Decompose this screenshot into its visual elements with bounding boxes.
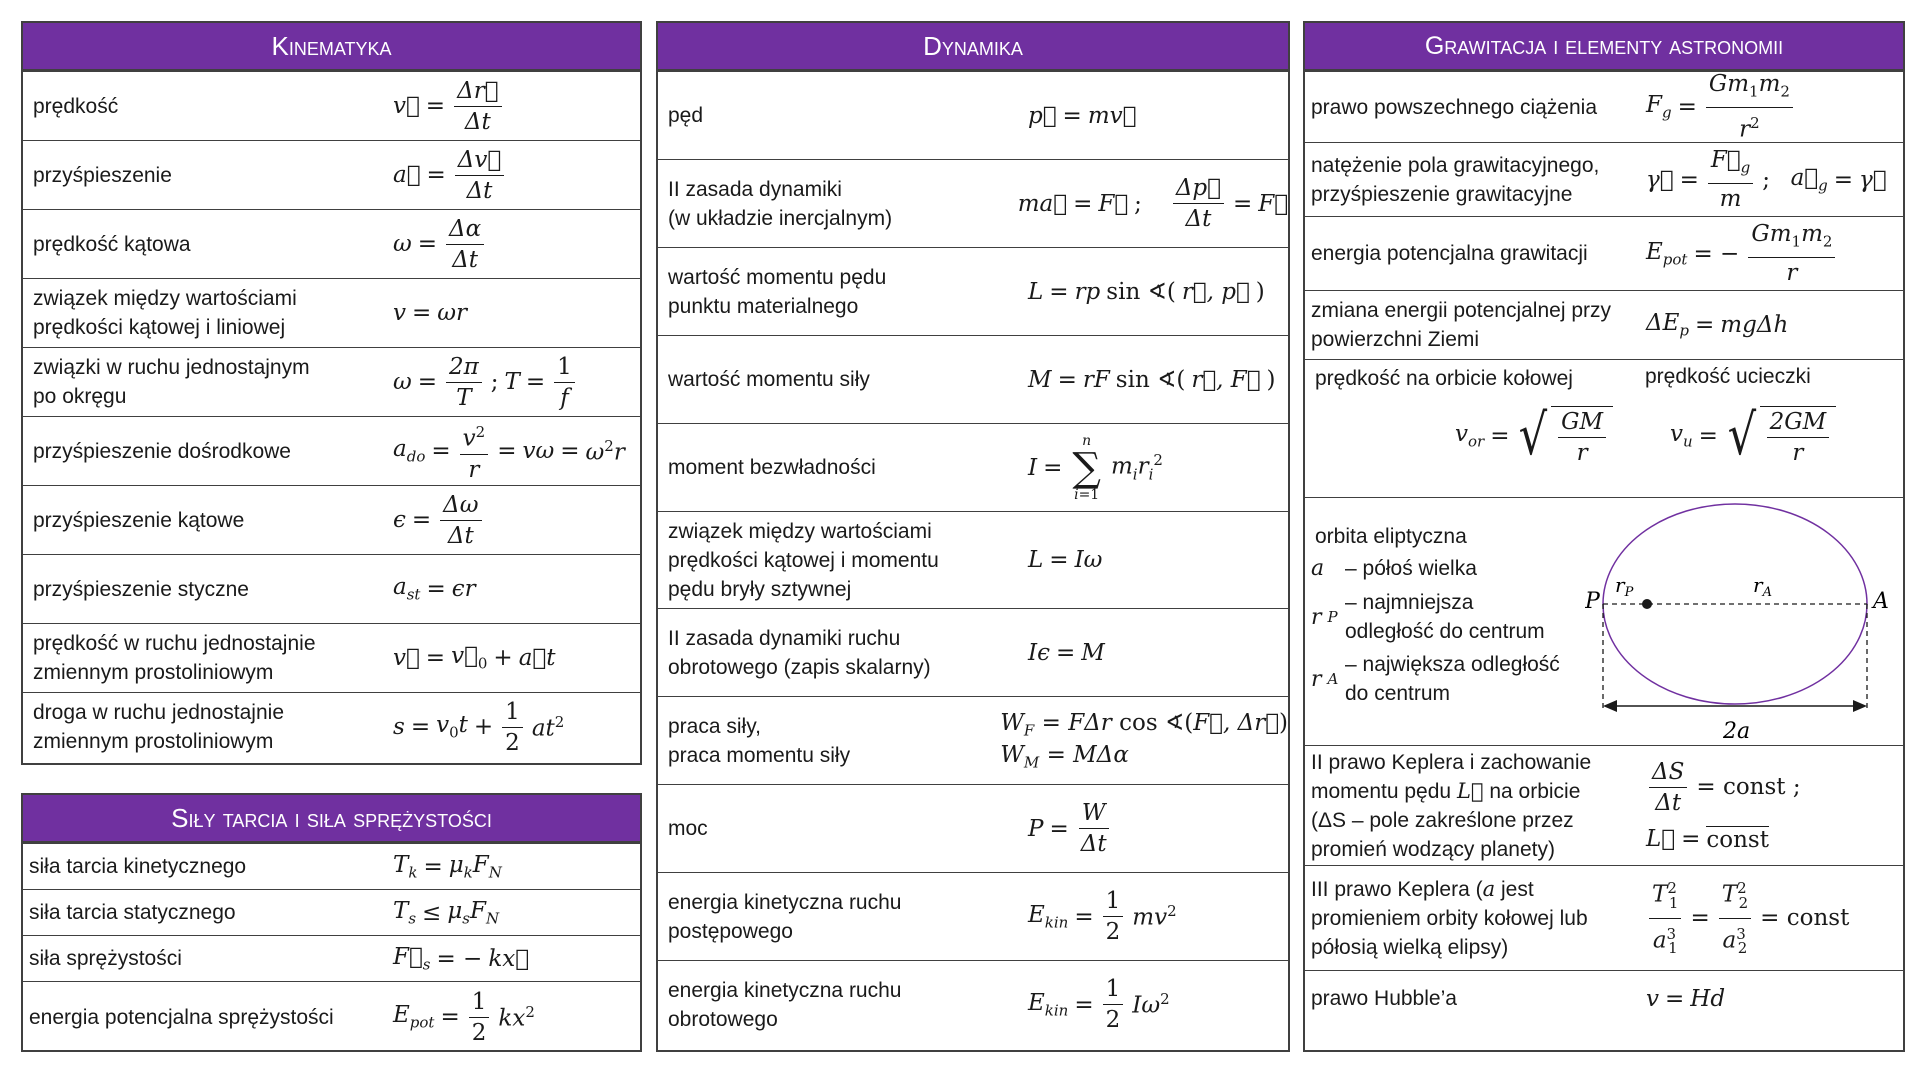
formula: v = ωr [393,300,468,326]
formula: $F_g$ = $\frac{Gm_1m_2}{r^2}$ [1646,71,1796,142]
row-label: prawo powszechnego ciążenia [1311,95,1598,119]
table-row [658,159,1288,247]
formula: $a_{do}$ = $\frac{v^2}{r}$ = vω = $\omega^2r$ [393,419,625,483]
formula: a⃗ = $\frac{\Delta v⃗}{\Delta t}$ [393,147,507,204]
formula: p⃗ = mv⃗ [1028,102,1137,129]
table-row [23,485,640,554]
formula: Iϵ = M [1028,639,1105,666]
ellipse-legend-rp: r P – najmniejsza odległość do centrum [1311,588,1545,646]
ellipse-diagram [1585,500,1903,744]
grawitacja-title: Grawitacja i elementy astronomii [1305,23,1903,71]
table-row [658,247,1288,335]
formula: $\frac{T^2_1}{a^3_1}$ = $\frac{T^2_2}{a^3_2}$ = const [1646,875,1849,961]
row-label: zmiana energii potencjalnej przy powierzchni Ziemi [1311,299,1611,351]
legend-text: – półoś wielka [1345,557,1477,580]
formula: ϵ = $\frac{\Delta\omega}{\Delta t}$ [393,492,485,549]
table-row [658,335,1288,423]
formula: $\Delta E_p$ = mgΔh [1646,310,1789,340]
formula: $\frac{\Delta S}{\Delta t}$ = const ; L⃗ = const [1646,758,1801,853]
formula: γ⃗ = $\frac{F⃗_g}{m}$ ; $a⃗_g$ = γ⃗ [1646,147,1887,212]
label-2a: 2a [1723,719,1751,744]
focus-point [1642,599,1652,609]
table-row [23,416,640,485]
row-label: prawo Hubble’a [1311,987,1457,1010]
formula: $E_{pot}$ = $\frac{1}{2}$ $kx^2$ [393,988,535,1046]
row-label: II zasada dynamiki ruchu obrotowego (zapis skalarny) [668,626,931,679]
row-label: przyśpieszenie kątowe [33,508,245,532]
formula: v⃗ = $\frac{\Delta r⃗}{\Delta t}$ [393,78,505,135]
table-row [658,423,1288,511]
table-row [1305,497,1903,745]
table-row [658,71,1288,159]
row-label: energia kinetyczna ruchu obrotowego [668,978,902,1031]
formula-escape-velocity: $v_u$ = √ $\frac{2GM}{r}$ [1670,406,1836,466]
row-label: prędkość w ruchu jednostajnie zmiennym prostoliniowym [33,632,316,684]
table-row [23,843,640,889]
row-label: praca siły, praca momentu siły [668,714,851,767]
table-row [1305,71,1903,142]
row-label: prędkość [33,94,119,118]
formula: P = $\frac{W}{\Delta t}$ [1028,800,1107,857]
table-row [23,981,640,1052]
sily-title: Siły tarcia i siła sprężystości [23,795,640,843]
row-label: siła tarcia statycznego [29,901,236,924]
row-label: wartość momentu pędu punktu materialnego [668,265,887,318]
table-row [23,278,640,347]
row-label: związki w ruchu jednostajnym po okręgu [33,356,310,408]
formula: s = $v_0t$ + $\frac{1}{2}$ $at^2$ [393,698,565,756]
table-row [658,608,1288,696]
table-row [658,872,1288,960]
table-row [23,623,640,692]
formula: $W_F = F\Delta r$ cos ∢(F⃗, Δr⃗) $W_M = M\Delta\alpha$ [1000,709,1288,772]
row-label: natężenie pola grawitacyjnego, przyśpieszenie grawitacyjne [1311,153,1600,206]
row-label: III prawo Keplera (a jest promieniem orbity kołowej lub półosią wielką elipsy) [1311,876,1588,959]
row-label: siła tarcia kinetycznego [29,855,247,878]
formula: $a_{st}$ = ϵr [393,574,476,604]
table-row [658,784,1288,872]
row-label: moment bezwładności [668,456,876,479]
formula: ω = $\frac{2\pi}{T}$ ; T = $\frac{1}{f}$ [393,354,578,411]
ellipse-legend-a: a – półoś wielka [1311,556,1477,581]
formula: M = rF sin ∢( r⃗, F⃗ ) [1028,366,1276,393]
row-label: przyśpieszenie dośrodkowe [33,439,291,463]
label-rP: $r_P$ [1615,573,1634,600]
kinematyka-title: Kinematyka [23,23,640,71]
table-row [23,209,640,278]
formula: v = Hd [1646,985,1726,1012]
table-row [1305,745,1903,865]
row-label: prędkość na orbicie kołowej [1315,367,1573,390]
table-row [1305,216,1903,290]
row-label: związek między wartościami prędkości kątowej i liniowej [33,287,297,339]
table-row [23,347,640,416]
table-row [1305,970,1903,1026]
arrowhead-right [1853,700,1867,712]
formula: $E_{kin}$ = $\frac{1}{2}$ $mv^2$ [1028,888,1177,945]
formula: L = Iω [1028,547,1103,573]
grawitacja-panel [1303,21,1905,1052]
row-label: przyśpieszenie [33,163,172,187]
sily-panel [21,793,642,1052]
label-A: A [1873,589,1889,614]
table-row [23,140,640,209]
row-label: siła sprężystości [29,947,182,970]
table-row [658,511,1288,608]
row-label: II prawo Keplera i zachowanie momentu pędu L⃗ na orbicie (ΔS – pole zakreślone przez promień wodzący planety) [1311,750,1592,861]
dynamika-title: Dynamika [658,23,1288,71]
row-label: pęd [668,104,704,127]
formula: I = n ∑ i=1 $m_ir_i^2$ [1028,432,1163,503]
label-rA: $r_A$ [1753,573,1772,600]
formula: $E_{kin}$ = $\frac{1}{2}$ $I\omega^2$ [1028,976,1170,1033]
table-row [23,692,640,761]
row-label: prędkość kątowa [33,232,191,256]
formula: v⃗ = $v⃗_0$ + a⃗t [393,643,556,673]
table-row [23,71,640,140]
row-label: związek między wartościami prędkości kątowej i momentu pędu bryły sztywnej [668,519,939,601]
ellipse-legend-ra: r A – największa odległość do centrum [1311,650,1560,708]
table-row [1305,290,1903,359]
formula: ω = $\frac{\Delta\alpha}{\Delta t}$ [393,216,487,273]
legend-text: – najmniejsza odległość do centrum [1345,591,1545,643]
row-label: orbita eliptyczna [1315,525,1467,548]
formula: ma⃗ = F⃗ ; $\frac{\Delta p⃗}{\Delta t}$ = F⃗ [1017,175,1288,232]
row-label: droga w ruchu jednostajnie zmiennym prostoliniowym [33,701,284,753]
row-label: moc [668,817,708,840]
table-row [1305,359,1903,497]
row-label: wartość momentu siły [668,368,870,391]
table-row [658,696,1288,784]
kinematyka-panel [21,21,642,765]
arrowhead-left [1603,700,1617,712]
dynamika-panel [656,21,1290,1052]
formula-orbital-velocity: $v_{or}$ = √ $\frac{GM}{r}$ [1455,406,1613,466]
row-label-escape: prędkość ucieczki [1645,365,1811,388]
table-row [23,889,640,935]
table-row [1305,865,1903,970]
row-label: przyśpieszenie styczne [33,577,249,601]
formula: $F⃗_s$ = − kx⃗ [393,943,530,974]
label-P: P [1585,589,1600,614]
row-label: II zasada dynamiki (w układzie inercjalnym) [668,177,893,230]
table-row [23,935,640,981]
table-row [1305,142,1903,216]
table-row [658,960,1288,1048]
table-row [23,554,640,623]
row-label: energia potencjalna sprężystości [29,1005,334,1029]
row-label: energia kinetyczna ruchu postępowego [668,890,902,943]
formula: $T_k$ = $\mu_kF_N$ [393,851,502,882]
formula: $E_{pot}$ = − $\frac{Gm_1m_2}{r}$ [1646,221,1838,286]
legend-text: – największa odległość do centrum [1345,653,1560,705]
formula: L = rp sin ∢( r⃗, p⃗ ) [1028,278,1265,305]
formula: $T_s$ ≤ $\mu_sF_N$ [393,897,500,928]
row-label: energia potencjalna grawitacji [1311,242,1588,265]
